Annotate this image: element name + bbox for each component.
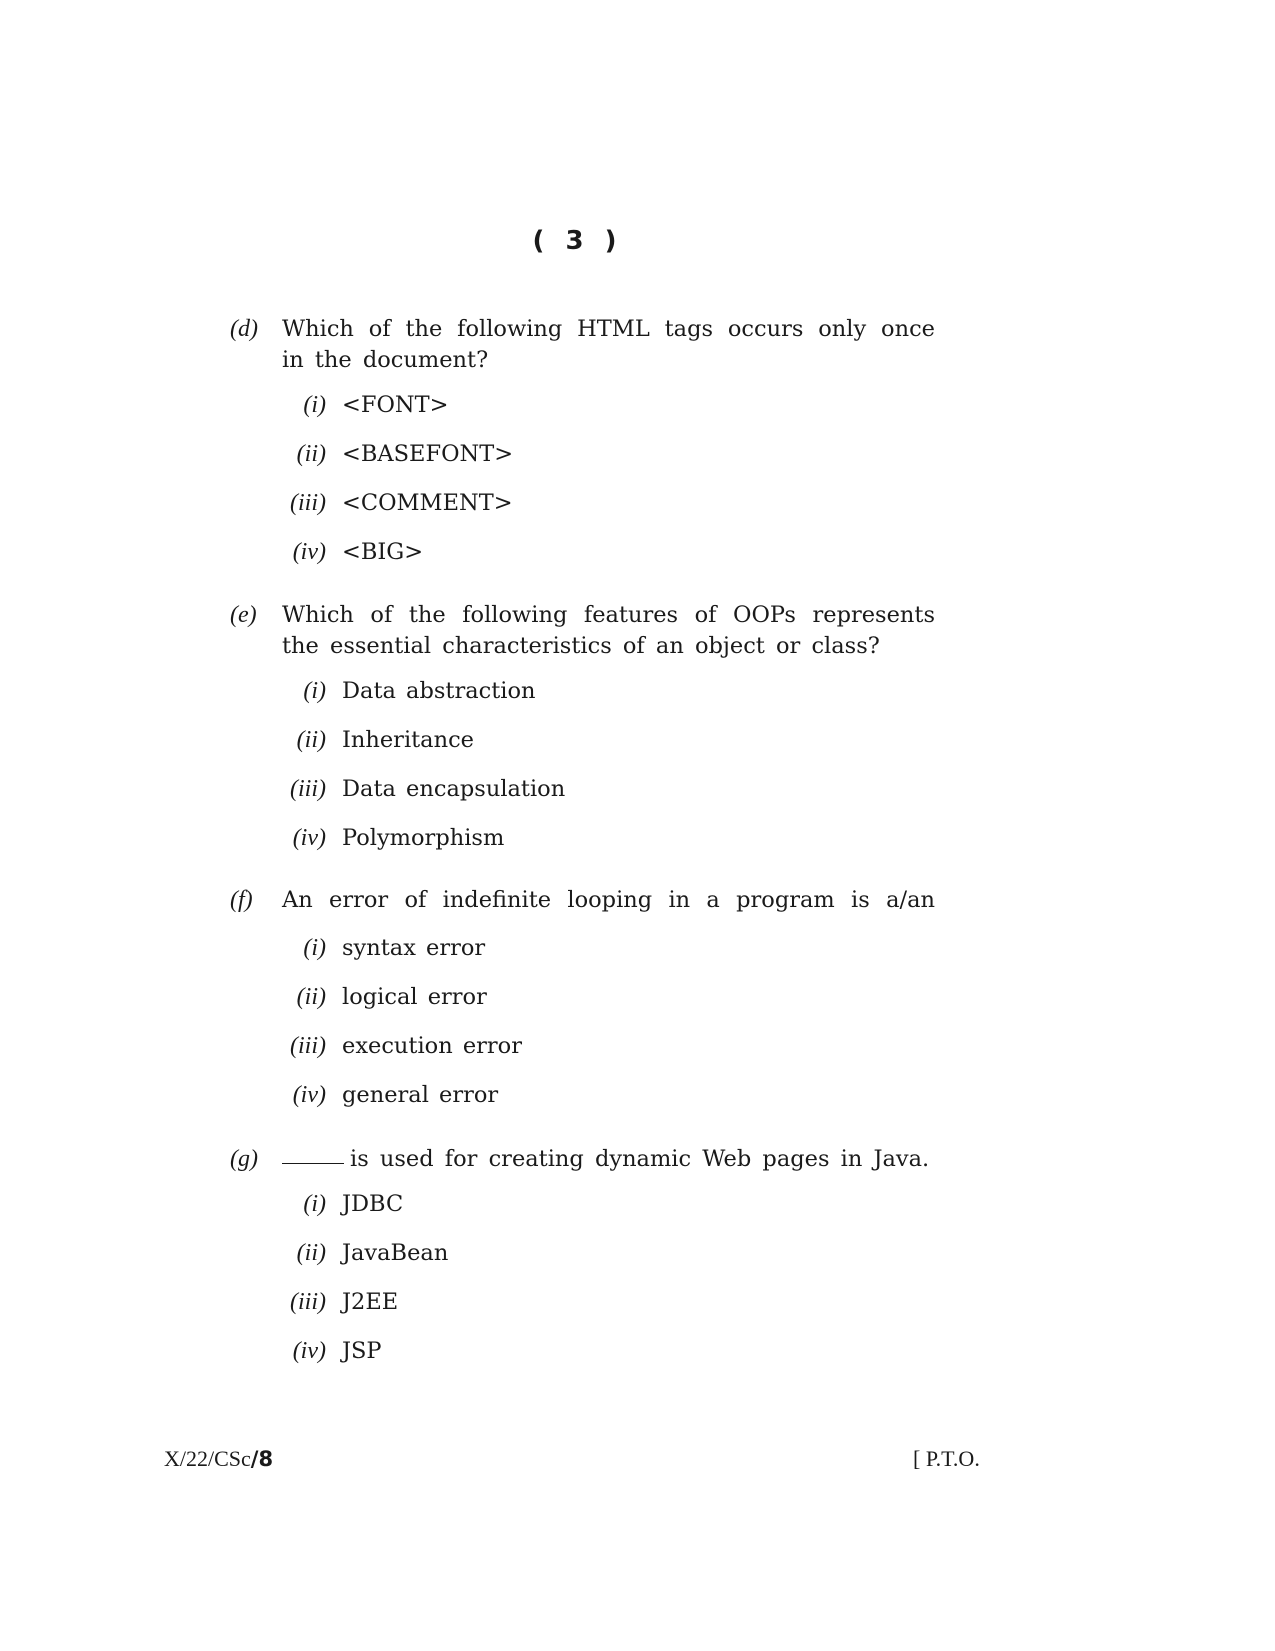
options-list xyxy=(230,1189,935,1385)
option-item xyxy=(230,725,935,774)
option-item xyxy=(230,488,935,537)
option-text: <BIG> xyxy=(342,539,424,565)
option-item xyxy=(230,1238,935,1287)
option-label: (ii) xyxy=(296,1240,326,1266)
option-item xyxy=(230,1080,935,1129)
option-item xyxy=(230,823,935,872)
option-item xyxy=(230,439,935,488)
question-label: (f) xyxy=(230,887,253,913)
question-text: Which of the following features of OOPs represents the essential characteristics of an object or class? xyxy=(282,602,935,659)
option-text: JDBC xyxy=(342,1191,404,1217)
option-item xyxy=(230,1189,935,1238)
options-list xyxy=(230,933,935,1129)
option-label: (i) xyxy=(303,935,326,961)
question-text xyxy=(282,1144,935,1175)
option-item xyxy=(230,774,935,823)
option-text: syntax error xyxy=(342,935,486,961)
option-text: general error xyxy=(342,1082,499,1108)
option-text: Polymorphism xyxy=(342,825,505,851)
option-text: execution error xyxy=(342,1033,522,1059)
option-text: Data encapsulation xyxy=(342,776,566,802)
option-text: JavaBean xyxy=(342,1240,449,1266)
option-label: (iii) xyxy=(290,1033,326,1059)
pto-note: [ P.T.O. xyxy=(913,1446,980,1471)
question-text-body: is used for creating dynamic Web pages in Java. xyxy=(350,1146,930,1172)
paper-code xyxy=(164,1446,273,1472)
option-label: (i) xyxy=(303,1191,326,1217)
question-f xyxy=(230,885,935,1129)
paper-code-bold: /8 xyxy=(250,1447,274,1471)
option-label: (i) xyxy=(303,392,326,418)
option-text: JSP xyxy=(342,1338,382,1364)
question-label: (g) xyxy=(230,1146,258,1172)
option-label: (i) xyxy=(303,678,326,704)
option-label: (iv) xyxy=(292,1338,326,1364)
option-item xyxy=(230,1031,935,1080)
options-list xyxy=(230,390,935,586)
option-label: (ii) xyxy=(296,984,326,1010)
option-item xyxy=(230,982,935,1031)
question-d xyxy=(230,314,935,586)
option-text: <BASEFONT> xyxy=(342,441,514,467)
answer-blank xyxy=(282,1163,344,1164)
option-label: (ii) xyxy=(296,727,326,753)
option-text: Inheritance xyxy=(342,727,475,753)
question-label: (d) xyxy=(230,316,258,342)
option-item xyxy=(230,933,935,982)
question-e xyxy=(230,600,935,872)
question-text: Which of the following HTML tags occurs only once in the document? xyxy=(282,316,935,373)
option-item xyxy=(230,390,935,439)
option-label: (iv) xyxy=(292,539,326,565)
option-text: Data abstraction xyxy=(342,678,536,704)
option-item xyxy=(230,676,935,725)
paper-code-text: X/22/CSc xyxy=(164,1446,251,1471)
option-item xyxy=(230,1336,935,1385)
option-item xyxy=(230,537,935,586)
option-label: (iii) xyxy=(290,490,326,516)
page-number: ( 3 ) xyxy=(532,226,623,256)
option-label: (iv) xyxy=(292,825,326,851)
option-text: <FONT> xyxy=(342,392,449,418)
question-g xyxy=(230,1144,935,1385)
option-item xyxy=(230,1287,935,1336)
options-list xyxy=(230,676,935,872)
option-text: <COMMENT> xyxy=(342,490,513,516)
option-label: (iii) xyxy=(290,1289,326,1315)
option-text: J2EE xyxy=(342,1289,399,1315)
question-label: (e) xyxy=(230,602,257,628)
option-label: (iii) xyxy=(290,776,326,802)
option-label: (iv) xyxy=(292,1082,326,1108)
option-label: (ii) xyxy=(296,441,326,467)
option-text: logical error xyxy=(342,984,487,1010)
question-text: An error of indefinite looping in a program is a/an xyxy=(282,887,935,913)
